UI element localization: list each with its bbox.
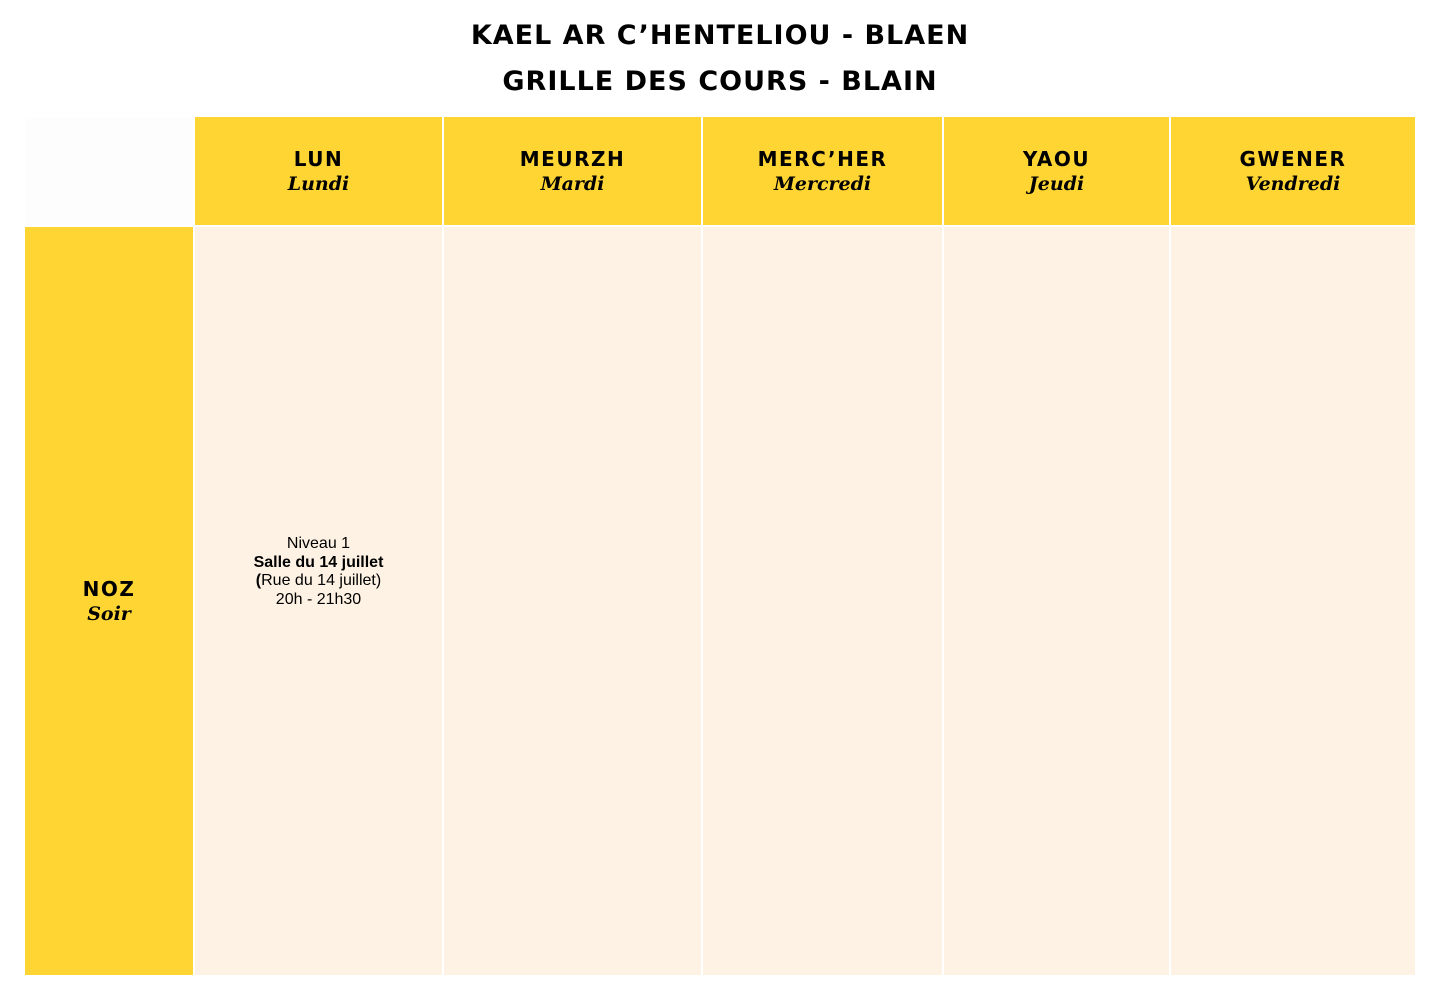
class-entry bbox=[195, 535, 442, 609]
address-open-paren: ( bbox=[255, 572, 262, 589]
day-name-french: Lundi bbox=[287, 173, 350, 195]
row-header-evening bbox=[25, 227, 193, 975]
class-level: Niveau 1 bbox=[286, 535, 351, 552]
class-venue: Salle du 14 juillet bbox=[253, 553, 384, 571]
page-title: KAEL AR C’HENTELIOU - BLAEN bbox=[470, 20, 970, 51]
schedule-cell-friday-evening bbox=[1171, 227, 1415, 975]
day-name-breton: MEURZH bbox=[519, 147, 626, 171]
day-name-french: Mercredi bbox=[773, 173, 872, 195]
day-header-friday bbox=[1171, 117, 1415, 225]
day-header-tuesday bbox=[444, 117, 701, 225]
row-name-breton: NOZ bbox=[82, 577, 136, 601]
corner-cell bbox=[25, 117, 193, 225]
day-name-french: Mardi bbox=[540, 173, 605, 195]
day-header-thursday bbox=[944, 117, 1169, 225]
day-header-wednesday bbox=[703, 117, 942, 225]
day-name-french: Jeudi bbox=[1028, 173, 1085, 195]
schedule-cell-wednesday-evening bbox=[703, 227, 942, 975]
schedule-cell-monday-evening bbox=[195, 227, 442, 975]
page-subtitle: GRILLE DES COURS - BLAIN bbox=[502, 66, 938, 97]
day-header-monday bbox=[195, 117, 442, 225]
class-address: Rue du 14 juillet) bbox=[261, 572, 382, 589]
day-name-french: Vendredi bbox=[1245, 173, 1341, 195]
schedule-cell-thursday-evening bbox=[944, 227, 1169, 975]
day-name-breton: YAOU bbox=[1022, 147, 1091, 171]
day-name-breton: MERC’HER bbox=[757, 147, 888, 171]
class-time: 20h - 21h30 bbox=[275, 590, 362, 608]
day-name-breton: LUN bbox=[293, 147, 344, 171]
schedule-cell-tuesday-evening bbox=[444, 227, 701, 975]
day-name-breton: GWENER bbox=[1239, 147, 1347, 171]
class-address-line bbox=[195, 572, 442, 591]
row-name-french: Soir bbox=[87, 603, 131, 625]
